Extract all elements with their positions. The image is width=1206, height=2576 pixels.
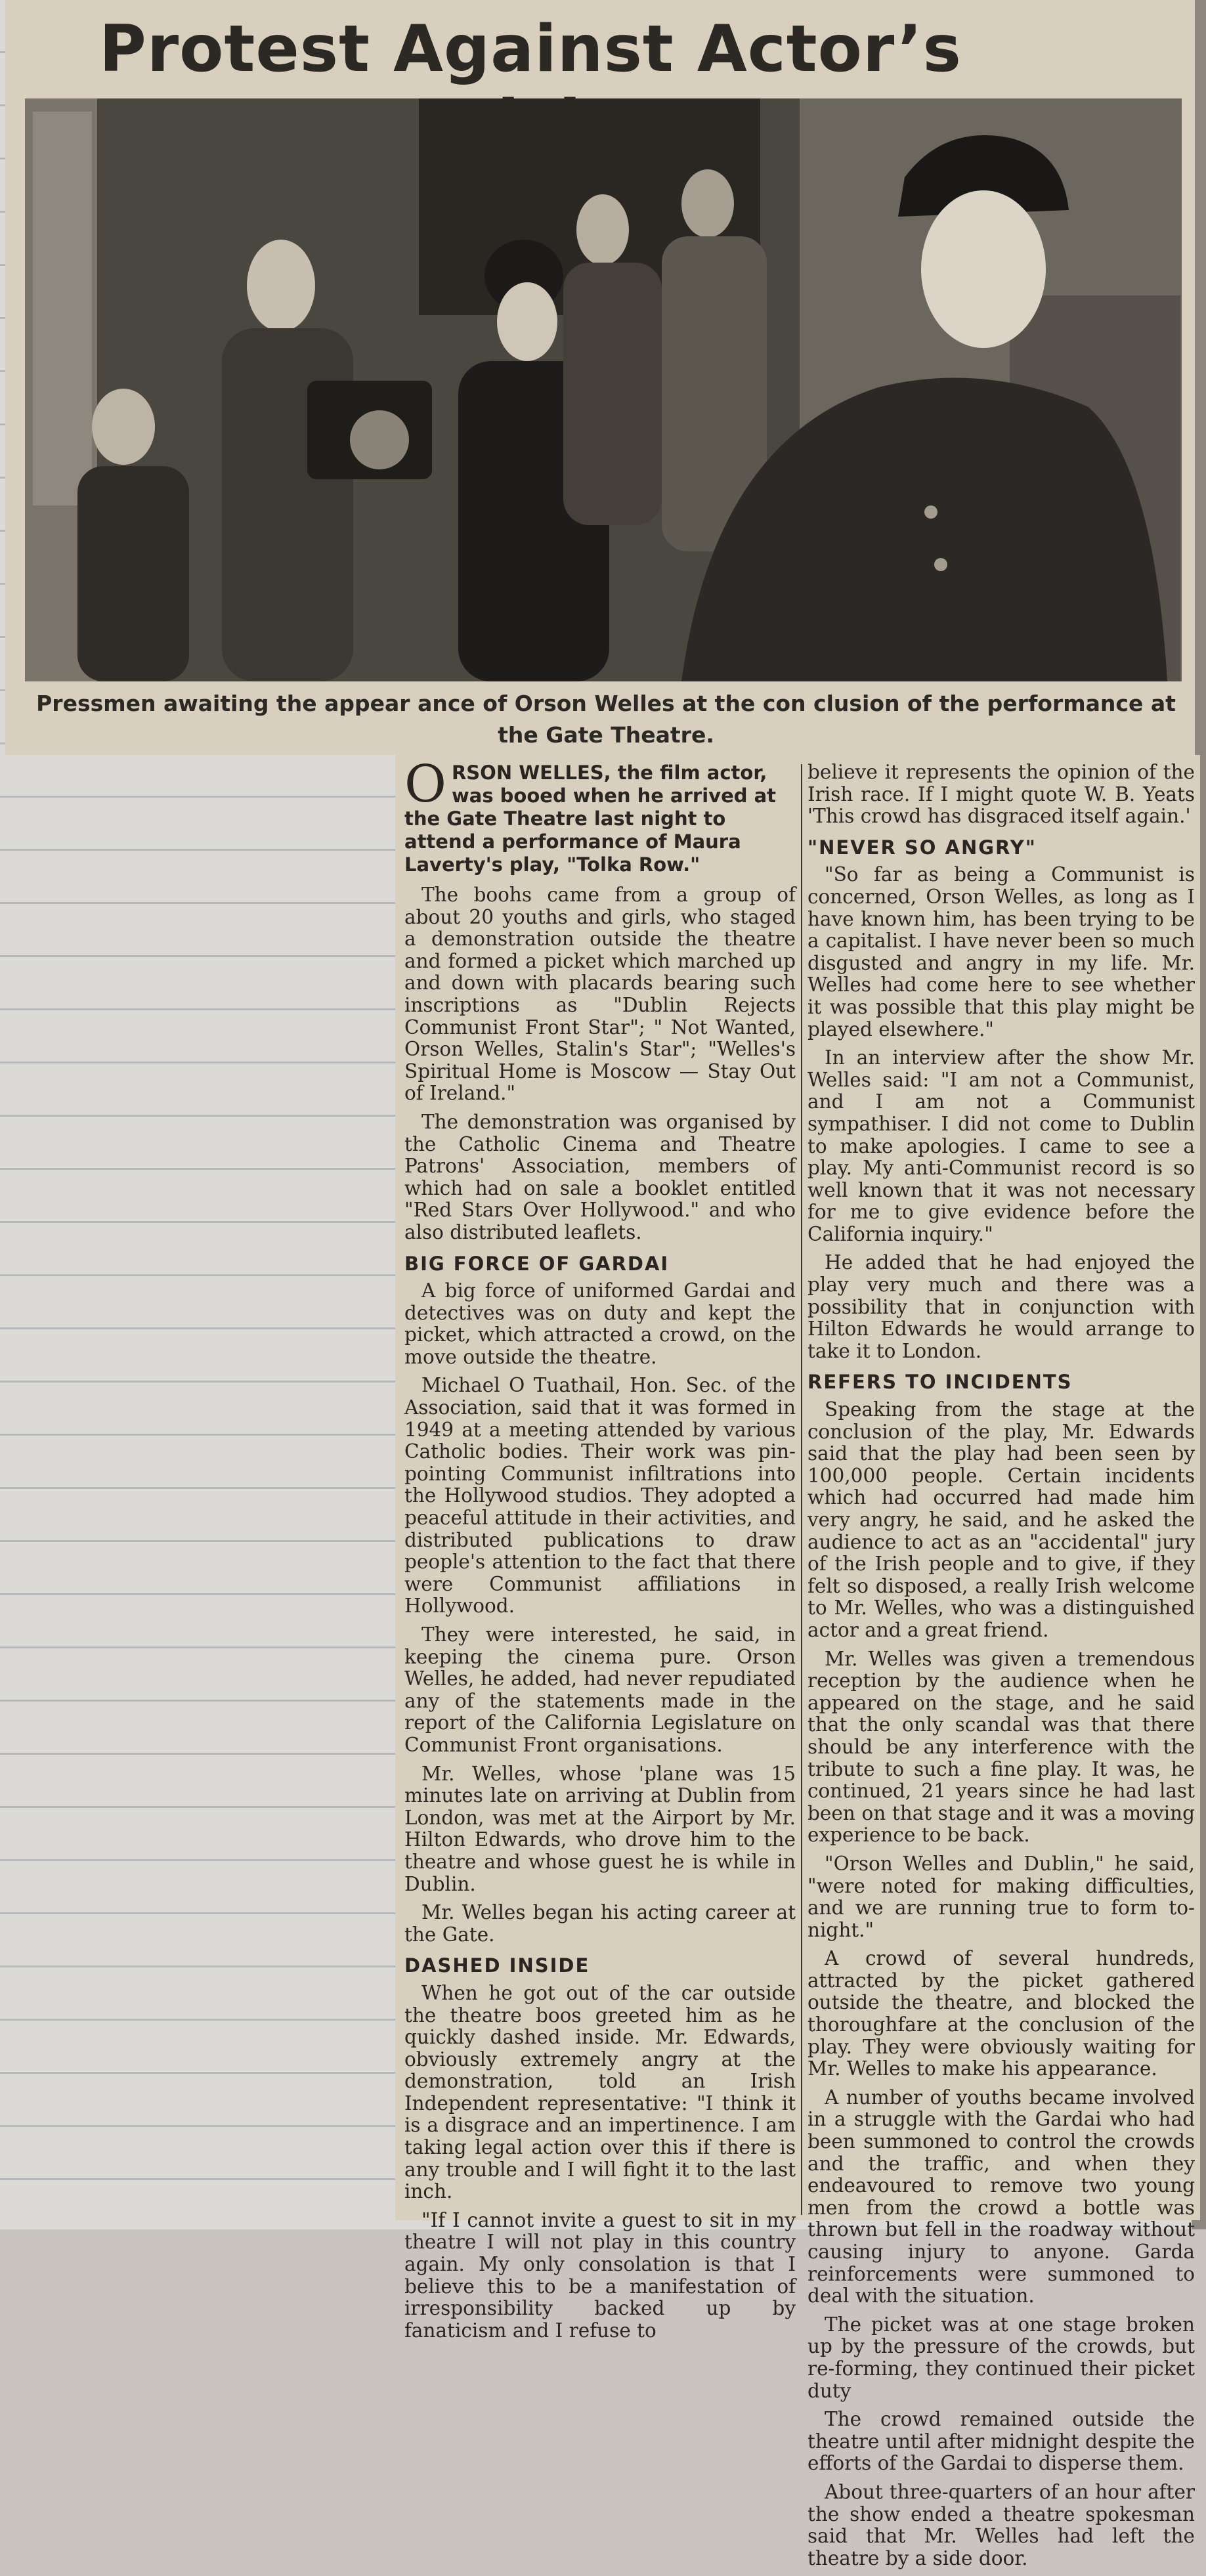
newspaper-clipping-header [5, 0, 1195, 755]
article-paragraph: About three-quarters of an hour after the show ended a theatre spokesman said that Mr. Welles had left the theatre by a side door. [808, 2480, 1195, 2569]
article-paragraph: A crowd of several hundreds, attracted by the picket gathered outside the theatre, and blocked the thoroughfare at the conclusion of the play. They were obviously waiting for Mr. Welles to make his appearance. [808, 1947, 1195, 2080]
article-paragraph: He added that he had enjoyed the play very much and there was a possibility that in conjunction with Hilton Edwards he would arrange to take it to London. [808, 1251, 1195, 1362]
article-paragraph: In an interview after the show Mr. Welles said: "I am not a Communist, and I am not a Communist sympathiser. I did not come to Dublin to make apologies. I came to see a play. My anti-Communist record is so well known that it was not necessary for me to give evidence before the California inquiry." [808, 1046, 1195, 1245]
article-paragraph: "Orson Welles and Dublin," he said, "were noted for making difficulties, and we are running true to form to-night." [808, 1852, 1195, 1941]
article-paragraph: The boohs came from a group of about 20 youths and girls, who staged a demonstration outside the theatre and formed a picket which marched up and down with placards bearing such inscriptions as "Dublin Rejects Communist Front Star"; " Not Wanted, Orson Welles, Stalin's Star"; "Welles's Spiritual Home is Moscow — Stay Out of Ireland." [404, 884, 796, 1105]
press-photo [25, 98, 1182, 681]
article-paragraph: When he got out of the car outside the theatre boos greeted him as he quickly dashed inside. Mr. Edwards, obviously extremely angry at the demonstration, told an Irish Independent representative: "I think it is a disgrace and an impertinence. I am taking legal action over this if there is any trouble and I will fight it to the last inch. [404, 1981, 796, 2203]
lead-text: RSON WELLES, the film actor, was booed when he arrived at the Gate Theatre last night to attend a performance of Maura Laverty's play, "Tolka Row." [404, 762, 777, 876]
section-subhead: REFERS TO INCIDENTS [808, 1371, 1073, 1394]
newspaper-clipping-article [395, 755, 1200, 2569]
article-paragraph: believe it represents the opinion of the Irish race. If I might quote W. B. Yeats 'This crowd has disgraced itself again.' [808, 761, 1195, 828]
article-paragraph: The demonstration was organised by the Catholic Cinema and Theatre Patrons' Association, members of which had on sale a booklet entitled "Red Stars Over Hollywood." and who also distributed leaflets. [404, 1110, 796, 1243]
section-subhead: "NEVER SO ANGRY" [808, 836, 1037, 859]
column-2-body [808, 762, 1195, 2569]
article-paragraph: Michael O Tuathail, Hon. Sec. of the Association, said that it was formed in 1949 at a meeting attended by various Catholic bodies. Their work was pin-pointing Communist infiltrations into the Hollywood studios. They adopted a peaceful attitude in their activities, and distributed publications to draw people's attention to the fact that there were Communist affiliations in Hollywood. [404, 1374, 796, 1618]
article-paragraph: A big force of uniformed Gardai and detectives was on duty and kept the picket, which attracted a crowd, on the move outside the theatre. [404, 1279, 796, 1368]
drop-cap: O [404, 755, 446, 814]
article-column-1 [404, 755, 796, 2348]
section-subhead: DASHED INSIDE [404, 1954, 590, 1977]
column-1-body [404, 884, 796, 2342]
headline: Protest Against Actor’s [99, 12, 962, 87]
article-paragraph: "So far as being a Communist is concerned, Orson Welles, as long as I have known him, has been trying to be a capitalist. I have never been so much disgusted and angry in my life. Mr. Welles had come here to see whether it was possible that this play might be played elsewhere." [808, 863, 1195, 1041]
article-paragraph: Mr. Welles, whose 'plane was 15 minutes late on arriving at Dublin from London, was met at the Airport by Mr. Hilton Edwards, who drove him to the theatre and whose guest he is while in Dublin. [404, 1762, 796, 1895]
article-lead [404, 755, 796, 876]
article-paragraph: "If I cannot invite a guest to sit in my theatre I will not play in this country again. My only consolation is that I believe this to be a manifestation of irresponsibility backed up by fanaticism and I refuse to [404, 2208, 796, 2342]
photo-caption: Pressmen awaiting the appear ance of Orson Welles at the con clusion of the performance at the Gate Theatre. [36, 691, 1176, 748]
article-paragraph: A number of youths became involved in a struggle with the Gardai who had been summoned to control the crowds and the traffic, and when they endeavoured to remove two young men from the crowd a bottle was thrown but fell in the roadway without causing injury to anyone. Garda reinforcements were summoned to deal with the situation. [808, 2086, 1195, 2308]
column-rule [801, 764, 802, 2215]
article-paragraph: Mr. Welles was given a tremendous reception by the audience when he appeared on the stage, and he said that the only scandal was that there should be any interference with the tribute to such a fine play. It was, he continued, 21 years since he had last been on that stage and it was a moving experience to be back. [808, 1647, 1195, 1847]
article-paragraph: They were interested, he said, in keeping the cinema pure. Orson Welles, he added, had never repudiated any of the statements made in the report of the California Legislature on Communist Front organisations. [404, 1623, 796, 1756]
section-subhead: BIG FORCE OF GARDAI [404, 1252, 670, 1275]
article-paragraph: The picket was at one stage broken up by the pressure of the crowds, but re-forming, they continued their picket duty [808, 2313, 1195, 2402]
article-paragraph: The crowd remained outside the theatre until after midnight despite the efforts of the Gardai to disperse them. [808, 2408, 1195, 2475]
article-paragraph: Speaking from the stage at the conclusion of the play, Mr. Edwards said that the play had been seen by 100,000 people. Certain incidents which had occurred had made him very angry, he said, and he asked the audience to act as an "accidental" jury of the Irish people and to give, if they felt so disposed, a really Irish welcome to Mr. Welles, who was a distinguished actor and a great friend. [808, 1398, 1195, 1641]
article-column-2 [808, 762, 1195, 2576]
press-photo-illustration [25, 98, 1182, 681]
article-paragraph: Mr. Welles began his acting career at the Gate. [404, 1901, 796, 1946]
